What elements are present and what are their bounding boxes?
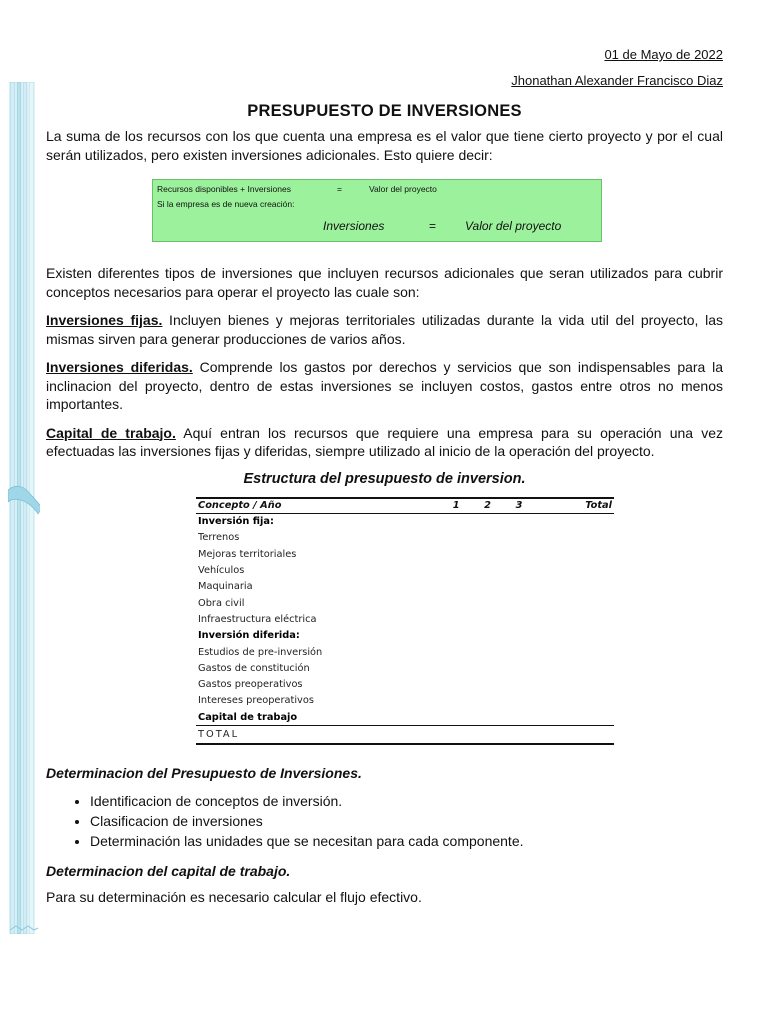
table-row	[196, 676, 614, 692]
section-deferred-investments	[46, 358, 723, 414]
row-value-cell	[430, 546, 461, 562]
formula-big-left: Inversiones	[323, 219, 385, 233]
row-label: Obra civil	[198, 597, 245, 609]
section-text: Comprende los gastos por derechos y servicios que son indispensables para la inclinacion del proyecto, dentro de estas inversiones se incluyen costos, gastos entre otros no menos importantes.	[46, 359, 723, 412]
row-value-cell	[493, 660, 524, 676]
table-row	[196, 562, 614, 578]
row-label: Estudios de pre-inversión	[198, 646, 323, 658]
row-value-cell	[493, 530, 524, 546]
row-value-cell	[493, 513, 524, 530]
intro-paragraph: La suma de los recursos con los que cuenta una empresa es el valor que tiene cierto proyecto y por el cual serán utilizados, pero existen inversiones adicionales. Esto quiere decir:	[46, 128, 723, 163]
document-date: 01 de Mayo de 2022	[604, 47, 723, 62]
row-value-cell	[430, 513, 461, 530]
row-value-cell	[430, 709, 461, 726]
row-value-cell	[524, 709, 614, 726]
total-value-cell	[430, 726, 461, 744]
row-value-cell	[462, 513, 493, 530]
table-row	[196, 693, 614, 709]
row-label: Infraestructura eléctrica	[198, 613, 317, 625]
row-value-cell	[493, 546, 524, 562]
row-value-cell	[524, 579, 614, 595]
page-title: PRESUPUESTO DE INVERSIONES	[247, 102, 522, 120]
table-row	[196, 530, 614, 546]
table-row	[196, 513, 614, 530]
total-value-cell	[524, 726, 614, 744]
row-value-cell	[493, 709, 524, 726]
row-label: Capital de trabajo	[198, 711, 298, 723]
col-header-year-3: 3	[493, 498, 524, 514]
row-value-cell	[524, 595, 614, 611]
row-value-cell	[524, 676, 614, 692]
row-value-cell	[430, 628, 461, 644]
formula-big-right: Valor del proyecto	[465, 219, 562, 233]
row-label: Terrenos	[198, 532, 240, 544]
row-value-cell	[430, 611, 461, 627]
row-value-cell	[462, 530, 493, 546]
row-value-cell	[430, 579, 461, 595]
table-caption: Estructura del presupuesto de inversion.	[243, 470, 526, 487]
row-value-cell	[462, 595, 493, 611]
col-header-year-2: 2	[462, 498, 493, 514]
table-row	[196, 628, 614, 644]
row-value-cell	[493, 611, 524, 627]
table-body	[196, 513, 614, 744]
section-text: Incluyen bienes y mejoras territoriales utilizadas durante la vida util del proyecto, las mismas sirven para generar producciones de varios años.	[46, 312, 723, 347]
row-value-cell	[430, 644, 461, 660]
row-value-cell	[493, 628, 524, 644]
row-value-cell	[430, 693, 461, 709]
row-label: Gastos preoperativos	[198, 679, 303, 691]
formula-big-equals: =	[429, 219, 437, 233]
row-label: Intereses preoperativos	[198, 695, 314, 707]
list-item: • Clasificacion de inversiones	[90, 811, 723, 831]
section-key: Inversiones diferidas.	[46, 359, 193, 375]
row-value-cell	[462, 709, 493, 726]
budget-determination-heading: Determinacion del Presupuesto de Inversiones.	[46, 764, 362, 781]
budget-structure-table	[196, 497, 614, 745]
total-value-cell	[462, 726, 493, 744]
col-header-total: Total	[524, 498, 614, 514]
list-item: • Identificacion de conceptos de inversión.	[90, 791, 723, 811]
section-key: Inversiones fijas.	[46, 312, 163, 328]
section-working-capital	[46, 424, 723, 461]
decorative-page-border	[8, 82, 40, 934]
col-header-concept: Concepto / Año	[196, 498, 430, 514]
row-label: Mejoras territoriales	[198, 548, 297, 560]
col-header-year-1: 1	[430, 498, 461, 514]
row-label: Inversión fija:	[198, 516, 274, 528]
capital-determination-heading: Determinacion del capital de trabajo.	[46, 862, 291, 879]
section-key: Capital de trabajo.	[46, 424, 176, 441]
table-row	[196, 611, 614, 627]
table-row	[196, 595, 614, 611]
row-label: Gastos de constitución	[198, 662, 310, 674]
row-value-cell	[462, 546, 493, 562]
table-row	[196, 709, 614, 726]
row-value-cell	[524, 546, 614, 562]
row-value-cell	[462, 693, 493, 709]
total-value-cell	[493, 726, 524, 744]
row-value-cell	[524, 693, 614, 709]
budget-steps-list	[46, 791, 723, 851]
formula-line2: Si la empresa es de nueva creación:	[157, 199, 295, 209]
formula-line1-right: Valor del proyecto	[369, 184, 437, 194]
section-fixed-investments	[46, 311, 723, 348]
row-value-cell	[462, 611, 493, 627]
row-value-cell	[493, 644, 524, 660]
table-row	[196, 644, 614, 660]
row-value-cell	[462, 644, 493, 660]
row-value-cell	[524, 530, 614, 546]
row-value-cell	[524, 644, 614, 660]
row-label: Inversión diferida:	[198, 630, 300, 642]
row-value-cell	[430, 562, 461, 578]
formula-line1-left: Recursos disponibles + Inversiones	[157, 184, 291, 194]
formula-box	[152, 179, 602, 242]
row-value-cell	[462, 660, 493, 676]
section-text: Aquí entran los recursos que requiere una empresa para su operación una vez efectuadas las inversiones fijas y diferidas, siempre utilizado al inicio de la operación del proyecto.	[46, 424, 724, 459]
total-label: TOTAL	[196, 726, 430, 744]
table-row	[196, 579, 614, 595]
row-value-cell	[493, 693, 524, 709]
row-value-cell	[493, 595, 524, 611]
row-value-cell	[493, 676, 524, 692]
row-value-cell	[524, 562, 614, 578]
table-total-row	[196, 726, 614, 744]
row-value-cell	[430, 595, 461, 611]
row-label: Maquinaria	[198, 581, 253, 593]
row-label: Vehículos	[198, 565, 245, 577]
formula-line1-equals: =	[337, 184, 342, 194]
table-row	[196, 546, 614, 562]
row-value-cell	[524, 660, 614, 676]
table-header-row	[196, 498, 614, 514]
row-value-cell	[430, 530, 461, 546]
document-author: Jhonathan Alexander Francisco Diaz	[511, 73, 723, 88]
row-value-cell	[462, 676, 493, 692]
closing-paragraph: Para su determinación es necesario calcular el flujo efectivo.	[46, 888, 422, 905]
row-value-cell	[524, 611, 614, 627]
row-value-cell	[493, 579, 524, 595]
row-value-cell	[462, 562, 493, 578]
types-intro-paragraph: Existen diferentes tipos de inversiones que incluyen recursos adicionales que seran utilizados para cubrir conceptos necesarios para operar el proyecto las cuale son:	[46, 265, 723, 300]
row-value-cell	[493, 562, 524, 578]
row-value-cell	[430, 660, 461, 676]
list-item: • Determinación las unidades que se necesitan para cada componente.	[90, 831, 723, 851]
document-page	[46, 40, 723, 906]
row-value-cell	[462, 628, 493, 644]
row-value-cell	[524, 628, 614, 644]
table-row	[196, 660, 614, 676]
row-value-cell	[430, 676, 461, 692]
row-value-cell	[524, 513, 614, 530]
row-value-cell	[462, 579, 493, 595]
